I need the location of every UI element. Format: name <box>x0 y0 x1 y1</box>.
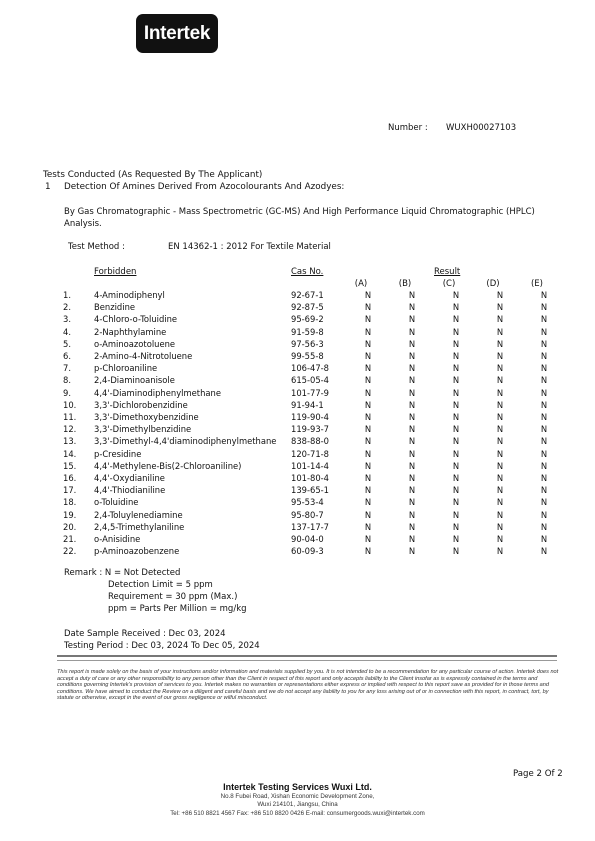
row-number: 5. <box>63 338 71 349</box>
row-number: 9. <box>63 387 71 398</box>
result-cell: N <box>452 436 460 447</box>
table-row <box>63 411 566 423</box>
result-cell: N <box>408 363 416 374</box>
cas-number: 95-53-4 <box>291 497 324 508</box>
result-cell: N <box>496 302 504 313</box>
result-cell: N <box>540 290 548 300</box>
table-row <box>63 484 566 496</box>
result-cell: N <box>408 436 416 447</box>
amine-name: 4-Aminodiphenyl <box>94 290 165 300</box>
result-cell: N <box>408 290 416 300</box>
result-col-d: (D) <box>486 279 500 289</box>
table-row <box>63 533 566 545</box>
row-number: 11. <box>63 412 77 423</box>
result-cell: N <box>408 302 416 313</box>
row-number: 19. <box>63 509 77 520</box>
row-number: 2. <box>63 302 71 313</box>
result-cell: N <box>496 424 504 435</box>
result-cell: N <box>364 436 372 447</box>
row-number: 22. <box>63 546 77 557</box>
section-title: Detection Of Amines Derived From Azocolourants And Azodyes: <box>64 182 345 192</box>
result-cell: N <box>452 399 460 410</box>
result-cell: N <box>540 460 548 471</box>
result-cell: N <box>496 534 504 545</box>
result-cell: N <box>540 326 548 337</box>
result-cell: N <box>496 460 504 471</box>
table-row <box>63 289 566 301</box>
result-cell: N <box>408 509 416 520</box>
result-cell: N <box>540 399 548 410</box>
amine-name: o-Anisidine <box>94 534 141 545</box>
cas-number: 106-47-8 <box>291 363 330 374</box>
amine-name: 2-Naphthylamine <box>94 326 167 337</box>
result-cell: N <box>364 363 372 374</box>
result-cell: N <box>540 363 548 374</box>
result-cell: N <box>540 424 548 435</box>
result-cell: N <box>364 534 372 545</box>
result-cell: N <box>364 497 372 508</box>
result-cell: N <box>364 521 372 532</box>
result-cell: N <box>496 521 504 532</box>
cas-header: Cas No. <box>291 267 324 277</box>
table-row <box>63 387 566 399</box>
cas-number: 97-56-3 <box>291 338 324 349</box>
result-cell: N <box>540 509 548 520</box>
amine-name: 2,4-Toluylenediamine <box>94 509 183 520</box>
result-cell: N <box>540 497 548 508</box>
result-cell: N <box>408 460 416 471</box>
amine-name: 3,3'-Dimethoxybenzidine <box>94 412 199 423</box>
divider-thin <box>57 660 557 661</box>
result-cell: N <box>452 375 460 386</box>
footer-contact: Tel: +86 510 8821 4567 Fax: +86 510 8820 0426 E-mail: consumergoods.wuxi@intertek.com <box>170 810 425 817</box>
table-row <box>63 448 566 460</box>
result-cell: N <box>496 497 504 508</box>
result-cell: N <box>496 338 504 349</box>
report-number-value: WUXH00027103 <box>446 123 517 133</box>
result-cell: N <box>452 351 460 362</box>
row-number: 13. <box>63 436 77 447</box>
disclaimer-text: This report is made solely on the basis of your instructions and/or information and materials supplied by you. It is not intended to be a recommendation for any particular course of action. Intertek does not accept a duty of care or any other responsibility to any person other than the Client in respect of this report and only accepts liability to the Client insofar as is expressly contained in the terms and conditions governing Intertek's provision of services to you. Intertek makes no warranties or representations either express or implied with respect to this report save as provided for in those terms and conditions. We have aimed to conduct the Review on a diligent and careful basis and we do not accept any liability to you for any loss arising out of or in connection with this report, in contract, tort, by statute or otherwise, except in the event of our gross negligence or wilful misconduct. <box>57 669 559 702</box>
row-number: 17. <box>63 485 77 496</box>
result-cell: N <box>408 534 416 545</box>
cas-number: 91-59-8 <box>291 326 324 337</box>
row-number: 16. <box>63 473 77 484</box>
result-cell: N <box>452 497 460 508</box>
result-cell: N <box>364 473 372 484</box>
table-row <box>63 374 566 386</box>
row-number: 14. <box>63 448 77 459</box>
remark-detection-limit: Detection Limit = 5 ppm <box>108 580 213 590</box>
result-cell: N <box>408 497 416 508</box>
result-cell: N <box>364 485 372 496</box>
remark-line1: Remark : N = Not Detected <box>64 568 181 578</box>
result-cell: N <box>452 509 460 520</box>
amine-name: Benzidine <box>94 302 136 313</box>
result-cell: N <box>408 399 416 410</box>
result-cell: N <box>496 326 504 337</box>
report-number-label: Number : <box>388 123 428 133</box>
result-cell: N <box>452 302 460 313</box>
result-cell: N <box>496 399 504 410</box>
cas-number: 139-65-1 <box>291 485 330 496</box>
row-number: 8. <box>63 375 71 386</box>
amine-name: 4,4'-Thiodianiline <box>94 485 166 496</box>
cas-number: 101-14-4 <box>291 460 330 471</box>
result-cell: N <box>496 290 504 300</box>
result-cell: N <box>452 546 460 557</box>
result-col-a: (A) <box>354 279 368 289</box>
result-cell: N <box>364 338 372 349</box>
table-row <box>63 423 566 435</box>
date-sample-received: Date Sample Received : Dec 03, 2024 <box>64 629 226 639</box>
result-cell: N <box>364 351 372 362</box>
result-cell: N <box>540 412 548 423</box>
row-number: 21. <box>63 534 77 545</box>
amine-name: o-Toluidine <box>94 497 139 508</box>
result-cell: N <box>496 485 504 496</box>
row-number: 12. <box>63 424 77 435</box>
result-cell: N <box>408 314 416 325</box>
row-number: 7. <box>63 363 71 374</box>
table-row <box>63 509 566 521</box>
footer-address2: Wuxi 214101, Jiangsu, China <box>257 801 338 808</box>
result-cell: N <box>452 521 460 532</box>
amine-name: 4,4'-Diaminodiphenylmethane <box>94 387 221 398</box>
amine-name: 2-Amino-4-Nitrotoluene <box>94 351 193 362</box>
result-col-c: (C) <box>442 279 456 289</box>
result-cell: N <box>408 424 416 435</box>
result-cell: N <box>452 412 460 423</box>
result-cell: N <box>452 363 460 374</box>
table-row <box>63 399 566 411</box>
result-cell: N <box>496 375 504 386</box>
result-cell: N <box>540 436 548 447</box>
table-row <box>63 362 566 374</box>
result-cell: N <box>452 534 460 545</box>
intertek-logo: Intertek <box>136 14 218 53</box>
cas-number: 838-88-0 <box>291 436 330 447</box>
result-cell: N <box>364 460 372 471</box>
cas-number: 615-05-4 <box>291 375 330 386</box>
result-cell: N <box>452 314 460 325</box>
result-cell: N <box>452 460 460 471</box>
row-number: 10. <box>63 399 77 410</box>
result-cell: N <box>408 473 416 484</box>
amine-name: 4-Chloro-o-Toluidine <box>94 314 178 325</box>
result-cell: N <box>540 448 548 459</box>
result-cell: N <box>540 375 548 386</box>
forbidden-header: Forbidden <box>94 267 137 277</box>
row-number: 18. <box>63 497 77 508</box>
section-number: 1 <box>45 182 51 192</box>
cas-number: 92-87-5 <box>291 302 324 313</box>
footer-address1: No.8 Fubei Road, Xishan Economic Development Zone, <box>220 793 375 800</box>
result-cell: N <box>452 326 460 337</box>
amine-name: 2,4-Diaminoanisole <box>94 375 175 386</box>
row-number: 20. <box>63 521 77 532</box>
amine-name: 2,4,5-Trimethylaniline <box>94 521 185 532</box>
result-cell: N <box>408 326 416 337</box>
result-cell: N <box>496 387 504 398</box>
amine-name: 3,3'-Dimethylbenzidine <box>94 424 192 435</box>
result-cell: N <box>496 412 504 423</box>
table-row <box>63 435 566 447</box>
result-col-e: (E) <box>530 279 543 289</box>
cas-number: 91-94-1 <box>291 399 324 410</box>
result-cell: N <box>452 424 460 435</box>
result-cell: N <box>408 351 416 362</box>
result-cell: N <box>540 546 548 557</box>
footer-company: Intertek Testing Services Wuxi Ltd. <box>223 782 372 792</box>
result-cell: N <box>540 521 548 532</box>
result-cell: N <box>540 387 548 398</box>
result-cell: N <box>496 363 504 374</box>
cas-number: 99-55-8 <box>291 351 324 362</box>
result-cell: N <box>408 485 416 496</box>
result-cell: N <box>364 375 372 386</box>
amine-name: 3,3'-Dimethyl-4,4'diaminodiphenylmethane <box>94 436 277 447</box>
cas-number: 101-80-4 <box>291 473 330 484</box>
result-cell: N <box>452 485 460 496</box>
amine-name: p-Cresidine <box>94 448 142 459</box>
result-cell: N <box>452 387 460 398</box>
result-cell: N <box>540 351 548 362</box>
cas-number: 101-77-9 <box>291 387 330 398</box>
result-cell: N <box>540 314 548 325</box>
result-cell: N <box>364 326 372 337</box>
result-cell: N <box>408 375 416 386</box>
remark-ppm-definition: ppm = Parts Per Million = mg/kg <box>108 604 247 614</box>
table-row <box>63 350 566 362</box>
amine-name: p-Aminoazobenzene <box>94 546 180 557</box>
result-cell: N <box>496 351 504 362</box>
table-row <box>63 472 566 484</box>
result-cell: N <box>364 399 372 410</box>
result-cell: N <box>540 534 548 545</box>
result-cell: N <box>408 387 416 398</box>
row-number: 3. <box>63 314 71 325</box>
amine-name: p-Chloroaniline <box>94 363 158 374</box>
result-cell: N <box>408 412 416 423</box>
amine-name: 4,4'-Methylene-Bis(2-Chloroaniline) <box>94 460 242 471</box>
result-cell: N <box>364 302 372 313</box>
result-cell: N <box>540 473 548 484</box>
result-cell: N <box>364 448 372 459</box>
result-cell: N <box>408 448 416 459</box>
table-row <box>63 326 566 338</box>
row-number: 6. <box>63 351 71 362</box>
result-cell: N <box>452 290 460 300</box>
row-number: 15. <box>63 460 77 471</box>
table-row <box>63 301 566 313</box>
cas-number: 119-90-4 <box>291 412 330 423</box>
result-header: Result <box>434 267 461 277</box>
page-number: Page 2 Of 2 <box>513 769 563 779</box>
result-cell: N <box>452 473 460 484</box>
cas-number: 90-04-0 <box>291 534 324 545</box>
row-number: 4. <box>63 326 71 337</box>
table-row <box>63 521 566 533</box>
table-row <box>63 313 566 325</box>
method-description-line2: Analysis. <box>64 219 102 229</box>
result-cell: N <box>496 509 504 520</box>
result-cell: N <box>496 473 504 484</box>
amine-name: o-Aminoazotoluene <box>94 338 176 349</box>
amine-name: 3,3'-Dichlorobenzidine <box>94 399 188 410</box>
table-row <box>63 338 566 350</box>
cas-number: 137-17-7 <box>291 521 330 532</box>
table-row <box>63 545 566 557</box>
result-cell: N <box>408 521 416 532</box>
testing-period: Testing Period : Dec 03, 2024 To Dec 05, 2024 <box>64 641 260 651</box>
result-cell: N <box>364 290 372 300</box>
result-cell: N <box>364 424 372 435</box>
result-cell: N <box>364 412 372 423</box>
result-cell: N <box>364 509 372 520</box>
cas-number: 119-93-7 <box>291 424 330 435</box>
result-cell: N <box>452 448 460 459</box>
amine-name: 4,4'-Oxydianiline <box>94 473 165 484</box>
result-cell: N <box>364 314 372 325</box>
result-cell: N <box>452 338 460 349</box>
divider-thick <box>57 655 557 657</box>
cas-number: 60-09-3 <box>291 546 324 557</box>
cas-number: 95-69-2 <box>291 314 324 325</box>
table-row <box>63 460 566 472</box>
cas-number: 92-67-1 <box>291 290 324 300</box>
result-cell: N <box>496 436 504 447</box>
result-cell: N <box>364 387 372 398</box>
result-cell: N <box>496 314 504 325</box>
cas-number: 95-80-7 <box>291 509 324 520</box>
result-cell: N <box>408 338 416 349</box>
result-cell: N <box>540 485 548 496</box>
result-cell: N <box>408 546 416 557</box>
result-cell: N <box>496 448 504 459</box>
test-method-value: EN 14362-1 : 2012 For Textile Material <box>168 242 331 252</box>
result-cell: N <box>496 546 504 557</box>
method-description-line1: By Gas Chromatographic - Mass Spectrometric (GC-MS) And High Performance Liquid Chromatographic (HPLC) <box>64 207 535 217</box>
result-cell: N <box>540 302 548 313</box>
row-number: 1. <box>63 290 71 300</box>
result-cell: N <box>364 546 372 557</box>
result-col-b: (B) <box>398 279 412 289</box>
table-row <box>63 496 566 508</box>
result-cell: N <box>540 338 548 349</box>
remark-requirement: Requirement = 30 ppm (Max.) <box>108 592 238 602</box>
amines-results-table <box>63 289 566 557</box>
cas-number: 120-71-8 <box>291 448 330 459</box>
test-method-label: Test Method : <box>68 242 125 252</box>
tests-heading: Tests Conducted (As Requested By The Applicant) <box>43 170 263 180</box>
